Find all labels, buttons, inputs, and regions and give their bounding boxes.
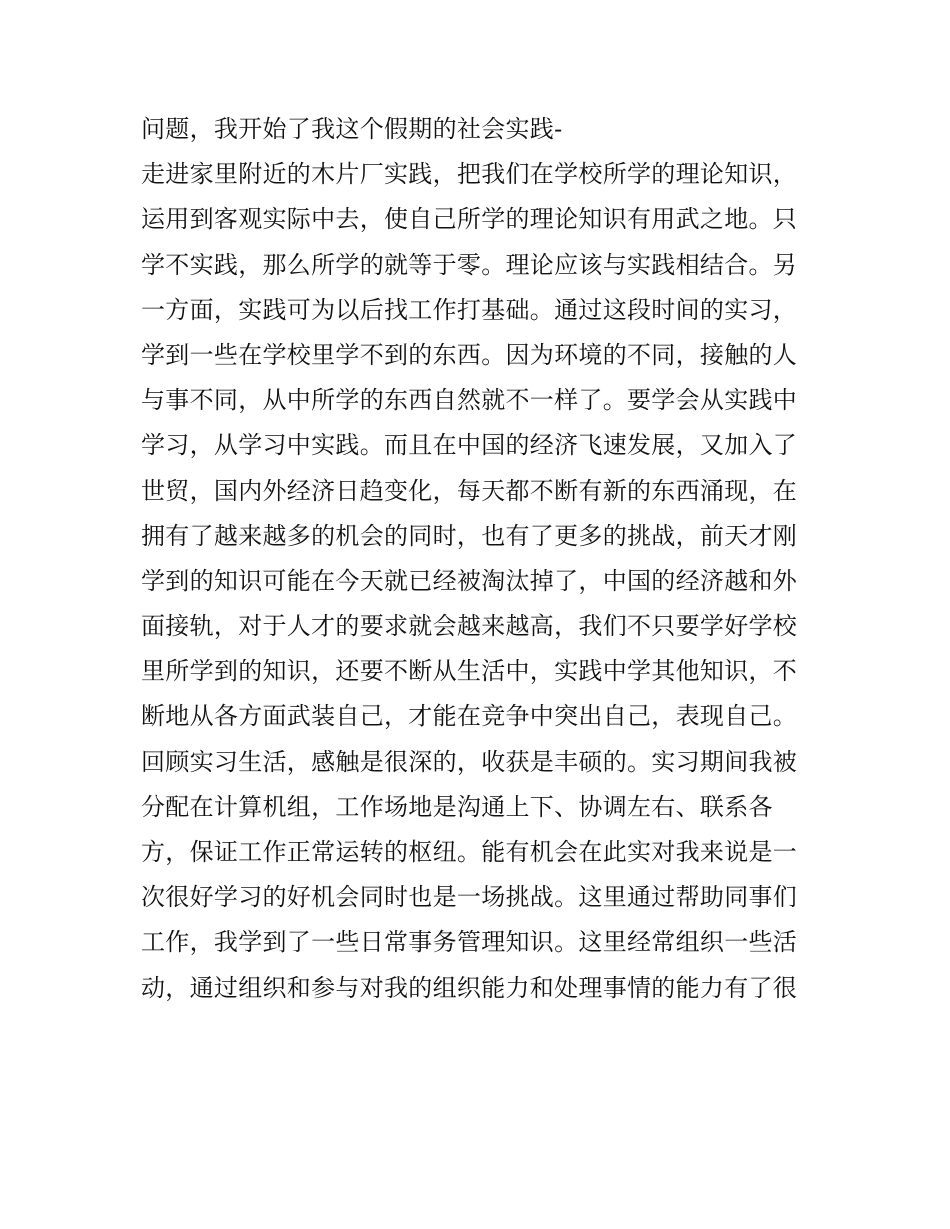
text-line-18: 次很好学习的好机会同时也是一场挑战。这里通过帮助同事们 (141, 883, 798, 912)
text-line-5: 一方面，实践可为以后找工作打基础。通过这段时间的实习， (141, 295, 798, 324)
body-text (141, 107, 821, 1011)
text-line-20: 动，通过组织和参与对我的组织能力和处理事情的能力有了很 (141, 973, 798, 1002)
text-line-6: 学到一些在学校里学不到的东西。因为环境的不同，接触的人 (141, 340, 798, 369)
text-line-2: 走进家里附近的木片厂实践，把我们在学校所学的理论知识， (141, 160, 798, 189)
text-line-7: 与事不同，从中所学的东西自然就不一样了。要学会从实践中 (141, 386, 798, 415)
text-line-12: 面接轨，对于人才的要求就会越来越高，我们不只要学好学校 (141, 612, 798, 641)
text-line-13: 里所学到的知识，还要不断从生活中，实践中学其他知识，不 (141, 657, 798, 686)
text-line-1: 问题，我开始了我这个假期的社会实践- (141, 115, 563, 143)
text-line-17: 方，保证工作正常运转的枢纽。能有机会在此实对我来说是一 (141, 838, 798, 866)
text-line-8: 学习，从学习中实践。而且在中国的经济飞速发展，又加入了 (141, 431, 798, 460)
text-line-4: 学不实践，那么所学的就等于零。理论应该与实践相结合。另 (141, 250, 798, 279)
text-line-15: 回顾实习生活，感触是很深的，收获是丰硕的。实习期间我被 (141, 747, 798, 776)
text-line-10: 拥有了越来越多的机会的同时，也有了更多的挑战，前天才刚 (141, 521, 798, 550)
text-line-16: 分配在计算机组，工作场地是沟通上下、协调左右、联系各 (141, 792, 773, 821)
text-line-3: 运用到客观实际中去，使自己所学的理论知识有用武之地。只 (141, 205, 798, 234)
text-line-11: 学到的知识可能在今天就已经被淘汰掉了，中国的经济越和外 (141, 566, 798, 595)
text-line-14: 断地从各方面武装自己，才能在竞争中突出自己，表现自己。 (141, 702, 798, 731)
text-line-9: 世贸，国内外经济日趋变化，每天都不断有新的东西涌现，在 (141, 476, 798, 505)
text-line-19: 工作，我学到了一些日常事务管理知识。这里经常组织一些活 (141, 928, 798, 957)
